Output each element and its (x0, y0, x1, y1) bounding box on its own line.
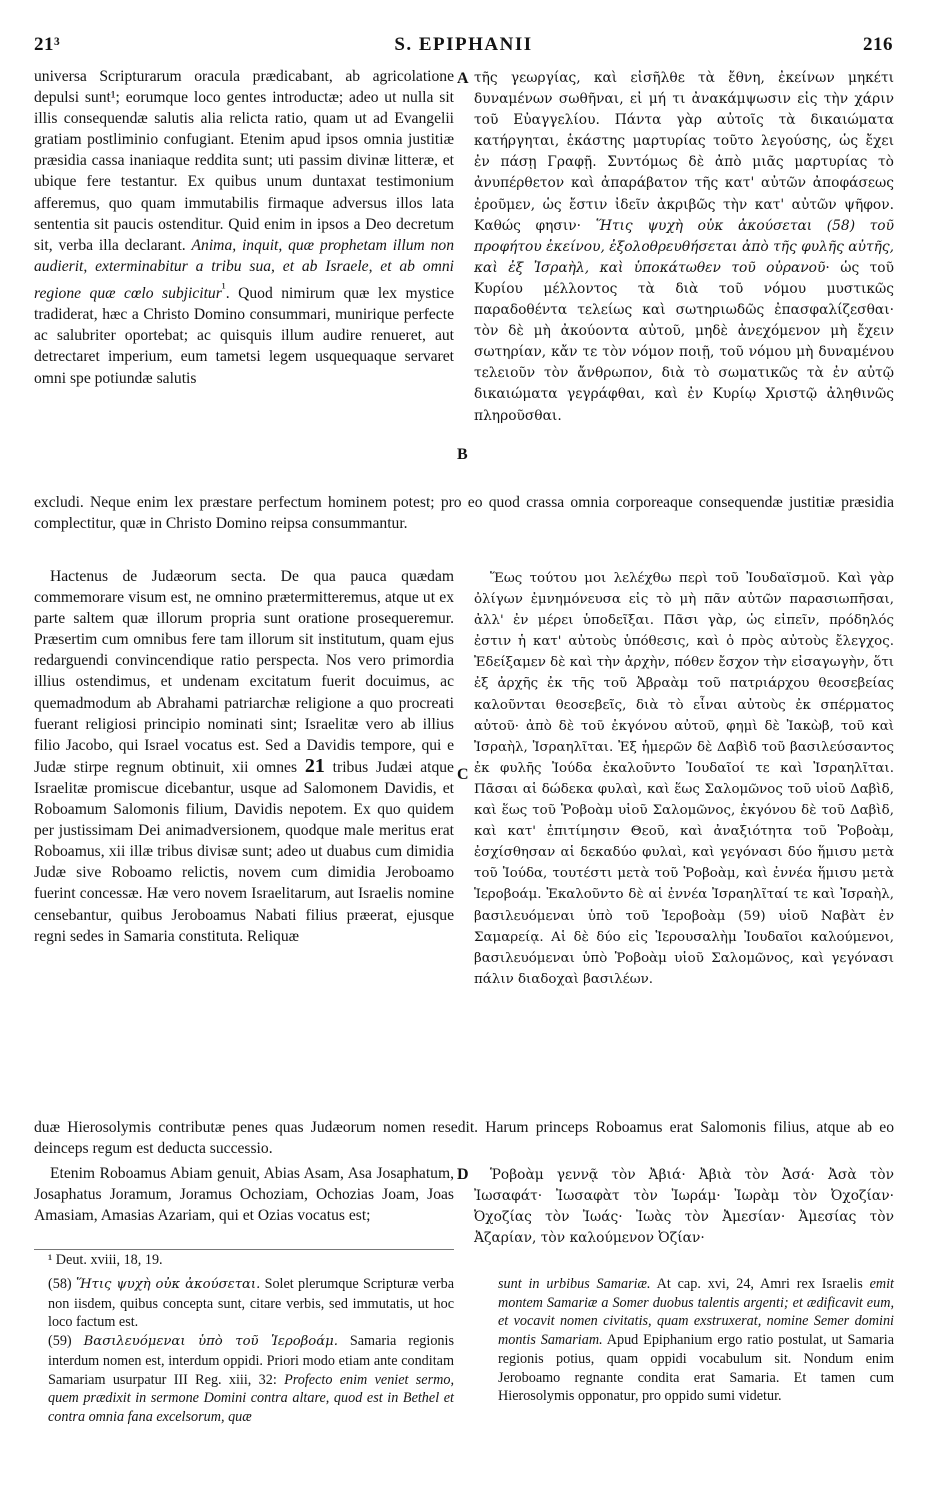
note-quotation: sunt in urbibus Samariæ. (498, 1276, 651, 1292)
latin-column-1 (34, 66, 454, 389)
latin-text: . Quod nimirum quæ lex mystice tradiderat, hæc a Christo Domino consummari, munirique perfecte ac salubriter oportebat; ac quisquis illum audire renueret, aut detrectaret imperium, eum tametsi legem usquequaque servaret omni spe potiundæ salutis (34, 285, 454, 387)
greek-text: τῆς γεωργίας, καὶ εἰσῆλθε τὰ ἔθνη, ἐκείνων μηκέτι δυναμένων σωθῆναι, εἰ μή τι ἀνακάμψωσιν εἰς τὴν χάριν τοῦ Εὐαγγελίου. Πάντα γὰρ αὐτοῖς τὰ δικαιώματα κατήργηται, ἑκάστης μαρτυρίας τοῦτο λεγούσης, ὡς ἔχει ἐν πάσῃ Γραφῇ. Συντόμως δὲ ἀπὸ μιᾶς μαρτυρίας τὸ ἀνυπέρθετον καὶ ἀπαράβατον τῆς κατ' αὐτῶν ἀποφάσεως ἐροῦμεν, ὡς ἔστιν ἰδεῖν ἀκριβῶς τὴν κατ' αὐτῶν ψῆφον. Καθώς φησιν· (474, 70, 894, 234)
note-left-column (48, 1275, 454, 1427)
latin-full-width-2: duæ Hierosolymis contributæ penes quas Judæorum nomen resedit. Harum princeps Roboamus erat Salomonis filius, atque ab eo deinceps regum est deducta successio. (34, 1119, 894, 1158)
left-page-number: 21³ (34, 34, 61, 55)
column-number: 21 (304, 754, 325, 777)
note-quotation: Profecto enim veniet sermo, quem prædixit in sermone Domini contra altare, quod est in Bethel et contra omnia fana excelsorum, quæ (48, 1371, 454, 1425)
note-text: At cap. xvi, 24, Amri rex Israelis (650, 1276, 870, 1292)
note-number: (59) (48, 1333, 84, 1350)
note-greek-lemma: Ἥτις ψυχὴ οὐκ ἀκούσεται. (75, 1277, 261, 1292)
running-title: S. EPIPHANII (394, 34, 533, 55)
note-quotation: emit montem Samariæ a Somer duobus talentis argenti; et ædificavit eum, et vocavit nomen civitatis, quam exstruxerat, nomine Semer domini montis Samariam. (498, 1276, 894, 1349)
latin-full-width-1: excludi. Neque enim lex præstare perfectum hominem potest; pro eo quod crassa omnia corporeaque consequendæ justitiæ præsidia complectitur, quæ in Christo Domino reipsa consummantur. (34, 494, 894, 533)
margin-letter-b: B (457, 446, 468, 463)
greek-column-3: Ῥοβοὰμ γεννᾷ τὸν Ἀβιά· Ἀβιὰ τὸν Ἀσά· Ἀσὰ τὸν Ἰωσαφάτ· Ἰωσαφὰτ τὸν Ἰωράμ· Ἰωρὰμ τὸν Ὀχοζίαν· Ὀχοζίας τὸν Ἰωάς· Ἰωὰς τὸν Ἀμεσίαν· Ἀμεσίας τὸν Ἀζαρίαν, τὸν καλούμενον Ὀζίαν· (474, 1167, 894, 1247)
note-text: Apud Epiphanium ergo ratio postulat, ut Samaria regionis potius, quam oppidi vocabulum sit. Nondum enim Jeroboamo regnante condita erat Samaria. Et tamen cum Hierosolymis opponatur, pro oppido sumi videtur. (498, 1332, 894, 1405)
latin-column-3: Etenim Roboamus Abiam genuit, Abias Asam, Asa Josaphatum, Josaphatus Joramum, Joramus Ochoziam, Ochozias Joam, Joas Amasiam, Amasias Azariam, qui et Ozias vocatus est; (34, 1165, 454, 1225)
greek-column-1 (474, 68, 894, 427)
latin-text: tribus Judæi atque Israelitæ promiscue dicebantur, usque ad Salomonem Davidis, et Roboamum Salomonis filium, Davidis nepotem. Ex quo quidem per justissimam Dei animadversionem, quodque male meritus erat Roboamus, xii illæ tribus divisæ sunt; adeo ut duabus cum dimidia Judæ sive Roboamo relictis, novem cum dimidia Jeroboamo fuerint concessæ. Hæ vero novem Israelitarum, aut Israelis nomine censebantur, quibus Jeroboamus Nabati filius præerat, ejusque regni sedes in Samaria constituta. Reliquæ (34, 758, 454, 945)
greek-quotation: Ἥτις ψυχὴ οὐκ ἀκούσεται (58) τοῦ προφήτου ἐκείνου, ἐξολοθρευθήσεται ἀπὸ τῆς φυλῆς αὐτῆς, καὶ ἐξ Ἰσραὴλ, καὶ ὑποκάτωθεν τοῦ οὐρανοῦ (474, 217, 894, 276)
note-right-column (498, 1275, 894, 1406)
margin-letter-c: C (457, 766, 469, 783)
note-greek-lemma: Βασιλευόμεναι ὑπὸ τοῦ Ἱεροβοάμ. (83, 1334, 338, 1350)
latin-quotation: Anima, inquit, quæ prophetam illum non audierit, exterminabitur a tribu sua, et ab Israele, et ab omni regione quæ cœlo subjicitur (34, 236, 454, 303)
margin-letter-a: A (457, 70, 469, 87)
margin-letter-d: D (457, 1166, 469, 1183)
footnote-ref: ¹ (221, 279, 226, 295)
latin-column-2 (34, 566, 454, 947)
right-page-number: 216 (863, 34, 893, 55)
footnote: ¹ Deut. xviii, 18, 19. (48, 1252, 163, 1268)
footnote-rule (34, 1249, 454, 1250)
latin-text: Hactenus de Judæorum secta. De qua pauca quædam commemorare visum est, ne omnino prætermitteremus, atque ut ex parte saltem quæ illorum propria sunt oratione prosequeremur. Præsertim cum omnibus fere tam illorum sit institutum, quam ejus redarguendi convincendique ratio perspecta. Nos vero primordia illius ostendimus, et undenam excitatum fuerit docuimus, ac quemadmodum ab Abrahami patriarchæ religione a quo procreati fuerant religiosi principio nominati sint; Israelitæ vero ab illius filio Jacobo, qui Israel vocatus est. Sed a Davidis tempore, qui e Judæ stirpe regnum obtinuit, xii omnes (34, 568, 454, 776)
greek-text: · ὡς τοῦ Κυρίου μέλλοντος τὰ διὰ τοῦ νόμου μυστικῶς παραδοθέντα τελείως καὶ σωτηριωδῶς ἐπασφαλίζεσθαι· τὸν δὲ μὴ ἀκούοντα αὐτοῦ, μηδὲ ἀνεχόμενον μὴ ἔχειν σωτηρίαν, κἄν τε τὸν νόμον ποιῇ, τοῦ νόμου μὴ δυναμένου τελειοῦν τὸν ἄνθρωπον, διὰ τὸ σωματικῶς τὰ ἐν αὐτῷ δικαιώματα γεγράφθαι, καὶ ἐν Κυρίῳ Χριστῷ ἀληθινῶς πληροῦσθαι. (474, 259, 894, 424)
latin-text: universa Scripturarum oracula prædicabant, ab agricolatione depulsi sunt¹; eorumque loco gentes introductæ; adeo ut nulla sit illis consequendæ salutis alia relicta ratio, quam ut ad Evangelii gratiam postliminio confugiant. Etenim apud ipsos omnia justitiæ præsidia cassa inaniaque reddita sunt; uti passim divinæ litteræ, et ubique fere testantur. Ex quibus unum duntaxat testimonium afferemus, quo quam immutabilis firmaque adversus illos lata sententia sit paucis ostenditur. Quid enim in ipsos a Deo decretum sit, verba illa declarant. (34, 68, 454, 254)
note-number: (58) (48, 1276, 76, 1292)
note-text: Solet plerumque Scripturæ verba non iisdem, quibus concepta sunt, citare verbis, sed immutatis, ut hoc loco factum est. (48, 1276, 455, 1331)
greek-column-2: Ἕως τούτου μοι λελέχθω περὶ τοῦ Ἰουδαϊσμοῦ. Καὶ γὰρ ὀλίγων ἐμνημόνευσα εἰς τὸ μὴ πᾶν αὐτῶν παρασιωπῆσαι, ἀλλ' ἐν μέρει ὑποδεῖξαι. Πᾶσι γὰρ, ὡς εἰπεῖν, πρόδηλός ἐστιν ἡ κατ' αὐτοὺς ὑπόθεσις, καὶ ὁ πρὸς αὐτοὺς ἔλεγχος. Ἐδείξαμεν δὲ καὶ τὴν ἀρχὴν, πόθεν ἔσχον τὴν εἰσαγωγὴν, ὅτι ἐξ ἀρχῆς ἐκ τῆς τοῦ Ἀβραὰμ τοῦ πατριάρχου θεοσεβείας καλοῦνται θεοσεβεῖς, διὰ τὸ εἶναι αὐτοὺς ἐκ σπέρματος αὐτοῦ· ἀπὸ δὲ τοῦ ἐκγόνου αὐτοῦ, φημὶ δὲ Ἰακὼβ, τοῦ καὶ Ἰσραὴλ, Ἰσραηλῖται. Ἐξ ἡμερῶν δὲ Δαβὶδ τοῦ βασιλεύσαντος ἐκ φυλῆς Ἰούδα ἐκαλοῦντο Ἰουδαῖοί τε καὶ Ἰσραηλῖται. Πᾶσαι αἱ δώδεκα φυλαὶ, καὶ ἕως Σαλομῶνος τοῦ υἱοῦ Δαβὶδ, καὶ ἕως τοῦ Ῥοβοὰμ υἱοῦ Σαλομῶνος, ἐκγόνου δὲ τοῦ Δαβὶδ, καὶ κατ' ἐπιτίμησιν Θεοῦ, καὶ ἀναξιότητα τοῦ Ῥοβοὰμ, ἐσχίσθησαν αἱ δεκαδύο φυλαὶ, καὶ γεγόνασι δύο ἥμισυ μετὰ τοῦ Ἰούδα, τουτέστι μετὰ τοῦ Ῥοβοὰμ, καὶ ἐννέα ἥμισυ μετὰ Ἱεροβοάμ. Ἐκαλοῦντο δὲ αἱ ἐννέα Ἰσραηλῖταί τε καὶ Ἰσραὴλ, βασιλευόμεναι ὑπὸ τοῦ Ἱεροβοὰμ (59) υἱοῦ Ναβὰτ ἐν Σαμαρείᾳ. Αἱ δὲ δύο εἰς Ἱερουσαλὴμ Ἰουδαῖοι καλούμενοι, βασιλευόμεναι ὑπὸ Ῥοβοὰμ υἱοῦ Σαλομῶνος, καὶ γεγόνασι πάλιν διαδοχαὶ βασιλέων. (474, 571, 894, 987)
note-text: Samaria regionis interdum nomen est, interdum oppidi. Priori modo etiam ante conditam Samariam usurpatur III Reg. xiii, 32: (48, 1333, 454, 1388)
